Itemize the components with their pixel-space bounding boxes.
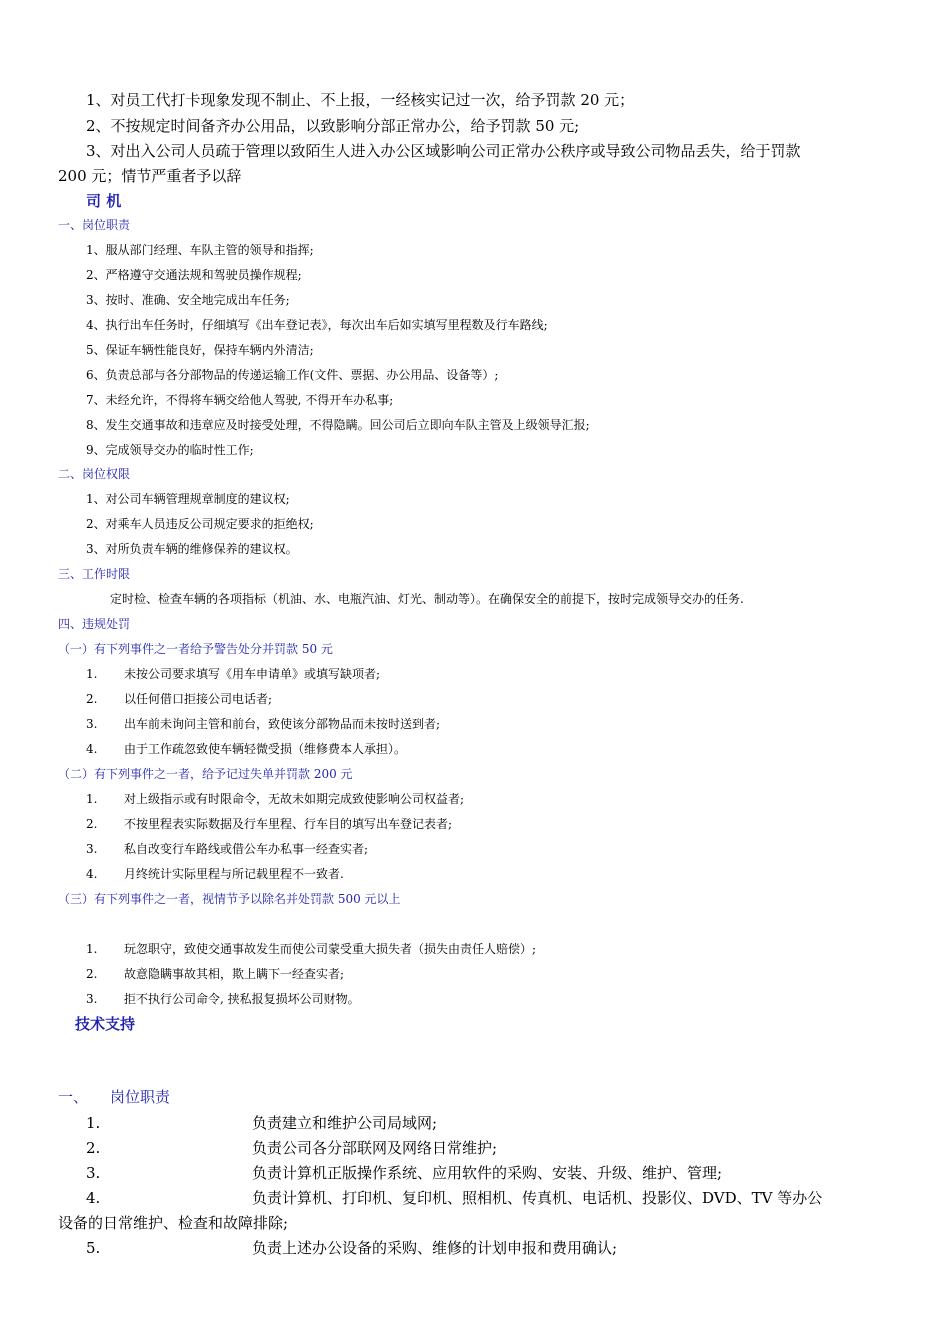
penalty-item: 2. 以任何借口拒接公司电话者; xyxy=(86,692,273,706)
driver-duty-item: 4、执行出车任务时，仔细填写《出车登记表》，每次出车后如实填写里程数及行车路线; xyxy=(86,318,548,332)
penalty-group-2-heading: （二）有下列事件之一者，给予记过失单并罚款 200 元 xyxy=(58,767,353,781)
tech-sec1-heading: 一、 岗位职责 xyxy=(58,1088,171,1106)
driver-authority-item: 2、对乘车人员违反公司规定要求的拒绝权; xyxy=(86,517,314,531)
tech-duty-item: 2. 负责公司各分部联网及网络日常维护; xyxy=(86,1139,498,1157)
tech-duty-item: 1. 负责建立和维护公司局域网; xyxy=(86,1114,438,1132)
tech-duty-item: 5. 负责上述办公设备的采购、维修的计划申报和费用确认; xyxy=(86,1239,618,1257)
penalty-item: 4. 月终统计实际里程与所记载里程不一致者. xyxy=(86,867,344,881)
driver-duty-item: 2、严格遵守交通法规和驾驶员操作规程; xyxy=(86,268,302,282)
intro-item-2: 2、不按规定时间备齐办公用品，以致影响分部正常办公，给予罚款 50 元; xyxy=(86,117,580,135)
driver-sec3-heading: 三、工作时限 xyxy=(58,567,131,581)
section-title-driver: 司 机 xyxy=(86,192,122,210)
driver-duty-item: 1、服从部门经理、车队主管的领导和指挥; xyxy=(86,243,314,257)
penalty-item: 2. 故意隐瞒事故其相，欺上瞒下一经查实者; xyxy=(86,967,345,981)
driver-duty-item: 6、负责总部与各分部物品的传递运输工作(文件、票据、办公用品、设备等）; xyxy=(86,368,499,382)
penalty-item: 1. 未按公司要求填写《用车申请单》或填写缺项者; xyxy=(86,667,381,681)
penalty-item: 3. 出车前未询问主管和前台，致使该分部物品而未按时送到者; xyxy=(86,717,441,731)
tech-duty-item: 3. 负责计算机正版操作系统、应用软件的采购、安装、升级、维护、管理; xyxy=(86,1164,723,1182)
penalty-item: 2. 不按里程表实际数据及行车里程、行车目的填写出车登记表者; xyxy=(86,817,453,831)
driver-authority-item: 1、对公司车辆管理规章制度的建议权; xyxy=(86,492,290,506)
penalty-item: 1. 玩忽职守，致使交通事故发生而使公司蒙受重大损失者（损失由责任人赔偿）; xyxy=(86,942,537,956)
driver-sec2-heading: 二、岗位权限 xyxy=(58,467,131,481)
penalty-group-1-heading: （一）有下列事件之一者给予警告处分并罚款 50 元 xyxy=(58,642,333,656)
penalty-item: 3. 拒不执行公司命令, 挟私报复损坏公司财物。 xyxy=(86,992,360,1006)
driver-duty-item: 8、发生交通事故和违章应及时接受处理，不得隐瞒。回公司后立即向车队主管及上级领导汇报; xyxy=(86,418,590,432)
tech-duty-item: 4. 负责计算机、打印机、复印机、照相机、传真机、电话机、投影仪、DVD、TV 等办公 xyxy=(86,1189,823,1207)
driver-worktime-text: 定时检、检查车辆的各项指标（机油、水、电瓶汽油、灯光、制动等）。在确保安全的前提下，按时完成领导交办的任务. xyxy=(110,592,744,606)
driver-authority-item: 3、对所负责车辆的维修保养的建议权。 xyxy=(86,542,298,556)
penalty-item: 4. 由于工作疏忽致使车辆轻微受损（维修费本人承担）。 xyxy=(86,742,407,756)
driver-duty-item: 3、按时、准确、安全地完成出车任务; xyxy=(86,293,290,307)
intro-item-1: 1、对员工代打卡现象发现不制止、不上报，一经核实记过一次，给予罚款 20 元； xyxy=(86,91,635,109)
penalty-item: 3. 私自改变行车路线或借公车办私事一经查实者; xyxy=(86,842,369,856)
driver-sec1-heading: 一、岗位职责 xyxy=(58,218,131,232)
driver-duty-item: 5、保证车辆性能良好，保持车辆内外清洁; xyxy=(86,343,314,357)
tech-duty-item-cont: 设备的日常维护、检查和故障排除; xyxy=(58,1214,289,1232)
intro-item-3: 3、对出入公司人员疏于管理以致陌生人进入办公区域影响公司正常办公秩序或导致公司物品丢失，给于罚款 xyxy=(86,142,801,160)
intro-item-3-cont: 200 元；情节严重者予以辞 xyxy=(58,167,242,185)
driver-duty-item: 7、未经允许，不得将车辆交给他人驾驶, 不得开车办私事; xyxy=(86,393,394,407)
penalty-item: 1. 对上级指示或有时限命令，无故未如期完成致使影响公司权益者; xyxy=(86,792,465,806)
driver-sec4-heading: 四、违规处罚 xyxy=(58,617,131,631)
penalty-group-3-heading: （三）有下列事件之一者，视情节予以除名并处罚款 500 元以上 xyxy=(58,892,401,906)
section-title-tech: 技术支持 xyxy=(75,1015,136,1033)
driver-duty-item: 9、完成领导交办的临时性工作; xyxy=(86,443,254,457)
